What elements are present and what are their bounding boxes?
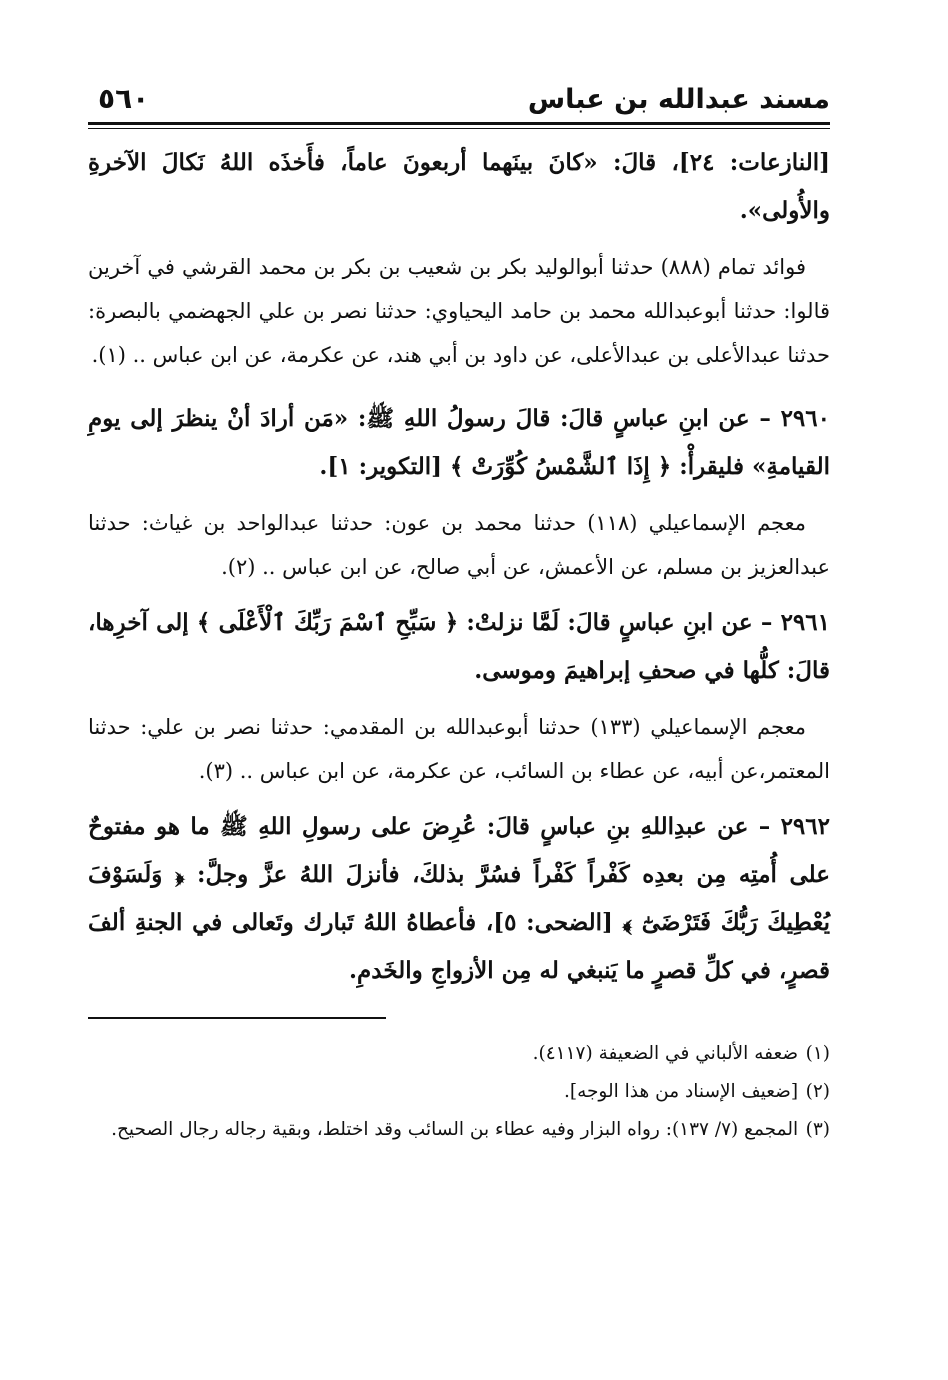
footnote [88,1035,830,1073]
footnote-separator [88,1017,386,1019]
hadith-2960: ٢٩٦٠ – عن ابنِ عباسٍ قالَ: قالَ رسولُ اللهِ ﷺ: «مَن أرادَ أنْ ينظرَ إلى يومِ القيامةِ» فليقرأْ: ﴿ إِذَا ٱلشَّمْسُ كُوِّرَتْ ﴾ [التكوير: ١]. [88,405,830,480]
source-paragraph: فوائد تمام (٨٨٨) حدثنا أبوالوليد بكر بن شعيب بن بكر بن محمد القرشي في آخرين قالوا: حدثنا أبوعبدالله محمد بن حامد اليحياوي: حدثنا نصر بن علي الجهضمي بالبصرة: حدثنا عبدالأعلى بن عبدالأعلى، عن داود بن أبي هند، عن عكرمة، عن ابن عباس .. (١). [88,255,830,367]
footnote-number: (٢) [805,1081,830,1102]
footnote-text: [ضعيف الإسناد من هذا الوجه]. [563,1081,799,1102]
hadith-2961: ٢٩٦١ – عن ابنِ عباسٍ قالَ: لَمَّا نزلتْ: ﴿ سَبِّحِ ٱسْمَ رَبِّكَ ٱلْأَعْلَى ﴾ إلى آخرِها، قالَ: كلُّها في صحفِ إبراهيمَ وموسى. [88,609,830,684]
page-header [88,82,830,116]
footnote [88,1111,830,1149]
footnote-text: ضعفه الألباني في الضعيفة (٤١١٧). [532,1043,799,1064]
running-title: مسند عبدالله بن عباس [527,84,830,115]
hadith-2962: ٢٩٦٢ – عن عبدِاللهِ بنِ عباسٍ قالَ: عُرِضَ على رسولِ اللهِ ﷺ ما هو مفتوحٌ على أُمتِه مِن بعدِه كَفْراً كَفْراً فسُرَّ بذلكَ، فأنزلَ اللهُ عزَّ وجلَّ: ﴿ وَلَسَوْفَ يُعْطِيكَ رَبُّكَ فَتَرْضَىٰٓ ﴾ [الضحى: ٥]، فأعطاهُ اللهُ تَبارك وتَعالى في الجنةِ ألفَ قصرٍ، في كلِّ قصرٍ ما يَنبغي له مِن الأزواجِ والخَدمِ. [88,813,830,984]
source-paragraph: معجم الإسماعيلي (١١٨) حدثنا محمد بن عون: حدثنا عبدالواحد بن غياث: حدثنا عبدالعزيز بن مسلم، عن الأعمش، عن أبي صالح، عن ابن عباس .. (٢). [88,511,830,579]
footnote-number: (١) [805,1043,830,1064]
footnote-text: المجمع (٧/ ١٣٧): رواه البزار وفيه عطاء بن السائب وقد اختلط، وبقية رجاله رجال الصحيح. [111,1119,799,1140]
source-paragraph: معجم الإسماعيلي (١٣٣) حدثنا أبوعبدالله بن المقدمي: حدثنا نصر بن علي: حدثنا المعتمر،عن أبيه، عن عطاء بن السائب، عن عكرمة، عن ابن عباس .. (٣). [88,715,830,783]
hadith-continuation: [النازعات: ٢٤]، قالَ: «كانَ بينَهما أربعونَ عاماً، فأَخذَه اللهُ نَكالَ الآخرةِ والأُولى». [88,149,831,224]
header-rule [88,122,830,125]
page-number: ٥٦٠ [98,82,150,115]
footnote-number: (٣) [805,1119,830,1140]
footnote [88,1073,830,1111]
document-page [88,82,830,1149]
